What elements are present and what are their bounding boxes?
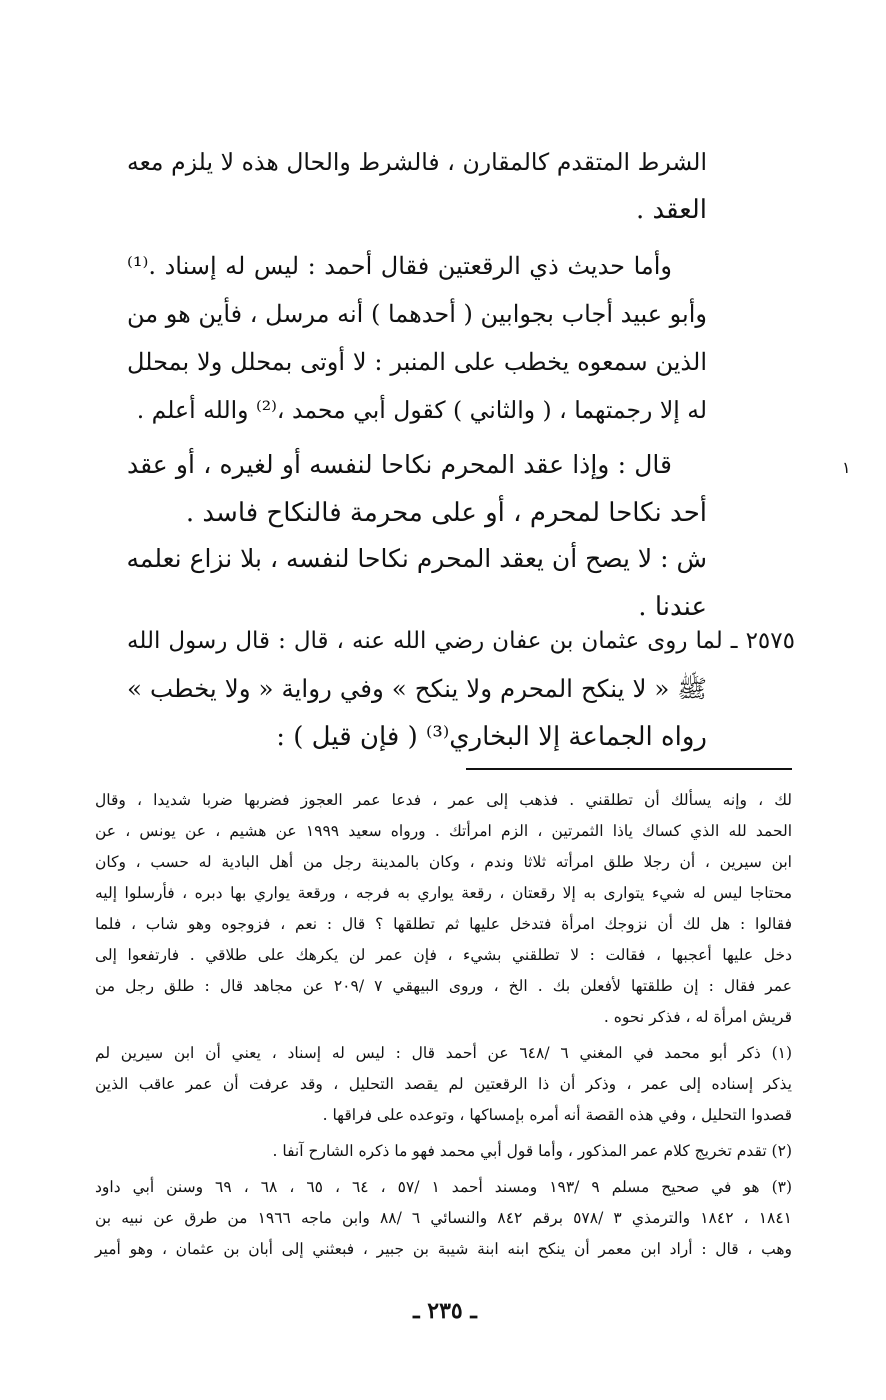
footnote-line: لك ، وإنه يسألك أن تطلقني . فذهب إلى عمر ، فدعا عمر العجوز فضربها ضربا شديدا ، وقال [95,791,792,809]
hadith-number-line: ٢٥٧٥ ـ لما روى عثمان بن عفان رضي الله عنه ، قال : قال رسول الله [127,628,795,654]
body-line: رواه الجماعة إلا البخاري⁽³⁾ ( فإن قيل ) : [276,722,707,752]
body-line: أحد نكاحا لمحرم ، أو على محرمة فالنكاح فاسد . [185,498,707,528]
footnote-line: فقالوا : هل لك أن نزوجك امرأة فتدخل عليها ثم تطلقها ؟ قال : نعم ، فزوجوه وهو شاب ، فلما [95,915,792,933]
footnote-line: الحمد لله الذي كساك ياذا الثمرتين ، الزم امرأتك . ورواه سعيد ١٩٩٩ عن هشيم ، عن يونس ، عن [95,822,792,840]
body-line: وأما حديث ذي الرقعتين فقال أحمد : ليس له إسناد .⁽¹⁾ [127,252,672,280]
body-line: ﷺ « لا ينكح المحرم ولا ينكح » وفي رواية « ولا يخطب » [127,674,707,703]
footnote-line: دخل عليها أعجبها ، فقالت : لا تطلقني بشيء ، فإن عمر لن يكرهك على طلاقي . فارتفعوا إلى [95,946,792,964]
footnote-2: (٢) تقدم تخريج كلام عمر المذكور ، وأما قول أبي محمد فهو ما ذكره الشارح آنفا . [272,1142,792,1160]
body-line: عندنا . [638,592,707,622]
footnote-line: قريش امرأة له ، فذكر نحوه . [603,1008,792,1026]
body-line: ش : لا يصح أن يعقد المحرم نكاحا لنفسه ، بلا نزاع نعلمه [126,544,707,573]
footnote-1: (١) ذكر أبو محمد في المغني ٦ /٦٤٨ عن أحمد قال : ليس له إسناد ، يعني أن ابن سيرين لم [95,1044,793,1062]
footnote-line: قصدوا التحليل ، وفي هذه القصة أنه أمره بإمساكها ، وتوعده على فراقها . [322,1106,792,1124]
footnote-line: محتاجا ليس له شيء يتوارى به إلا رقعتان ، رقعة يواري به فرجه ، ورقعة يواري بها دبره ، فأرسلوا إليه [95,884,792,902]
footnote-line: وهب ، قال : أراد ابن معمر أن ينكح ابنه ابنة شيبة بن جبير ، فبعثني إلى أبان بن عثمان ، وهو أمير [95,1240,792,1258]
body-line: الذين سمعوه يخطب على المنبر : لا أوتى بمحلل ولا بمحلل [127,348,707,376]
body-line: العقد . [635,195,707,225]
footnote-3: (٣) هو في صحيح مسلم ٩ /١٩٣ ومسند أحمد ١ /٥٧ ، ٦٤ ، ٦٥ ، ٦٨ ، ٦٩ وسنن أبي داود [95,1178,793,1196]
footnote-separator [466,768,792,770]
footnote-line: ١٨٤١ ، ١٨٤٢ والترمذي ٣ /٥٧٨ برقم ٨٤٢ والنسائي ٦ /٨٨ وابن ماجه ١٩٦٦ من طرق عن نبيه بن [95,1209,793,1227]
body-line: وأبو عبيد أجاب بجوابين ( أحدهما ) أنه مرسل ، فأين هو من [126,300,707,328]
body-line: قال : وإذا عقد المحرم نكاحا لنفسه أو لغيره ، أو عقد [127,450,672,479]
body-line: الشرط المتقدم كالمقارن ، فالشرط والحال هذه لا يلزم معه [127,148,707,176]
footnote-line: ابن سيرين ، أن رجلا طلق امرأته ثلاثا وندم ، وكان بالمدينة رجل من أهل البادية له حسب ، وكان [95,853,792,871]
body-line: له إلا رجمتهما ، ( والثاني ) كقول أبي محمد ،⁽²⁾ والله أعلم . [136,396,707,424]
page-number: ـ ٢٣٥ ـ [413,1298,477,1324]
footnote-line: عمر فقال : إن طلقتها لأفعلن بك . الخ ، وروى البيهقي ٧ /٢٠٩ عن مجاهد قال : طلق رجل من [95,977,793,995]
footnote-line: يذكر إسناده إلى عمر ، وذكر أن ذا الرقعتين لم يقصد التحليل ، وقد عرفت أن عمر عاقب الذين [95,1075,792,1093]
margin-marker: ١ [842,458,851,477]
